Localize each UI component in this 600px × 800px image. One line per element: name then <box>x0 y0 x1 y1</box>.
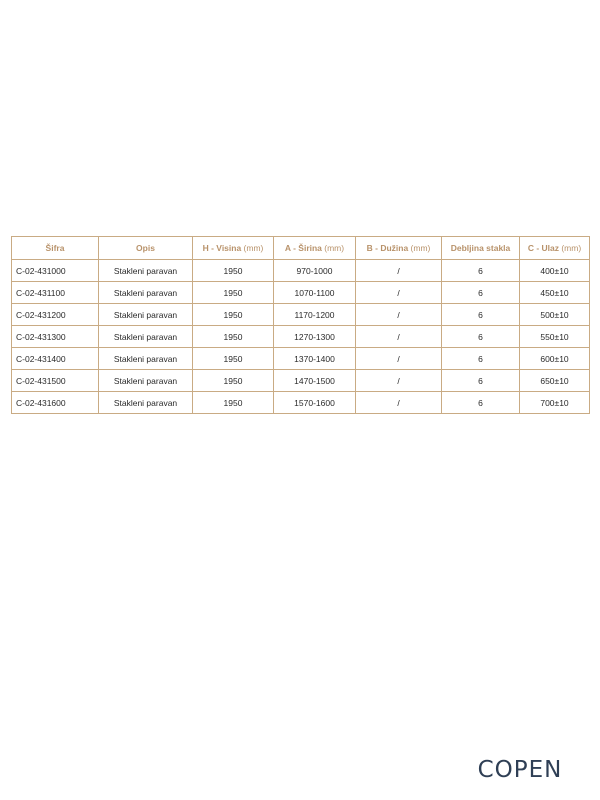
table-row <box>12 326 590 348</box>
cell-opis: Stakleni paravan <box>99 392 193 414</box>
cell-debljina: 6 <box>442 282 520 304</box>
table-row <box>12 370 590 392</box>
cell-ulaz: 700±10 <box>520 392 590 414</box>
cell-opis: Stakleni paravan <box>99 348 193 370</box>
cell-ulaz: 650±10 <box>520 370 590 392</box>
cell-sifra: C-02-431100 <box>12 282 99 304</box>
cell-duzina: / <box>356 348 442 370</box>
cell-visina: 1950 <box>193 260 274 282</box>
cell-sifra: C-02-431200 <box>12 304 99 326</box>
cell-opis: Stakleni paravan <box>99 282 193 304</box>
cell-ulaz: 400±10 <box>520 260 590 282</box>
table-row <box>12 282 590 304</box>
cell-debljina: 6 <box>442 304 520 326</box>
cell-visina: 1950 <box>193 282 274 304</box>
cell-ulaz: 500±10 <box>520 304 590 326</box>
cell-duzina: / <box>356 392 442 414</box>
cell-sirina: 1470-1500 <box>274 370 356 392</box>
cell-ulaz: 550±10 <box>520 326 590 348</box>
cell-debljina: 6 <box>442 348 520 370</box>
header-ulaz: C - Ulaz (mm) <box>520 237 590 260</box>
cell-debljina: 6 <box>442 392 520 414</box>
cell-debljina: 6 <box>442 326 520 348</box>
copen-logo: COPEN <box>477 757 563 783</box>
cell-sirina: 1270-1300 <box>274 326 356 348</box>
table-row <box>12 260 590 282</box>
header-debljina-stakla: Debljina stakla <box>442 237 520 260</box>
product-spec-table <box>11 236 590 414</box>
header-duzina: B - Dužina (mm) <box>356 237 442 260</box>
header-visina: H - Visina (mm) <box>193 237 274 260</box>
cell-opis: Stakleni paravan <box>99 326 193 348</box>
cell-duzina: / <box>356 282 442 304</box>
cell-sifra: C-02-431400 <box>12 348 99 370</box>
cell-sifra: C-02-431300 <box>12 326 99 348</box>
table-row <box>12 392 590 414</box>
cell-opis: Stakleni paravan <box>99 260 193 282</box>
table-row <box>12 348 590 370</box>
cell-sirina: 1170-1200 <box>274 304 356 326</box>
product-spec-table-wrapper <box>11 236 589 414</box>
cell-duzina: / <box>356 304 442 326</box>
cell-visina: 1950 <box>193 304 274 326</box>
cell-duzina: / <box>356 260 442 282</box>
cell-sirina: 970-1000 <box>274 260 356 282</box>
cell-visina: 1950 <box>193 348 274 370</box>
cell-duzina: / <box>356 326 442 348</box>
cell-sifra: C-02-431600 <box>12 392 99 414</box>
cell-sifra: C-02-431500 <box>12 370 99 392</box>
cell-duzina: / <box>356 370 442 392</box>
table-header-row <box>12 237 590 260</box>
cell-visina: 1950 <box>193 392 274 414</box>
table-row <box>12 304 590 326</box>
header-sirina: A - Širina (mm) <box>274 237 356 260</box>
cell-sifra: C-02-431000 <box>12 260 99 282</box>
cell-sirina: 1570-1600 <box>274 392 356 414</box>
cell-opis: Stakleni paravan <box>99 304 193 326</box>
cell-sirina: 1370-1400 <box>274 348 356 370</box>
header-opis: Opis <box>99 237 193 260</box>
cell-debljina: 6 <box>442 370 520 392</box>
cell-ulaz: 450±10 <box>520 282 590 304</box>
cell-opis: Stakleni paravan <box>99 370 193 392</box>
cell-visina: 1950 <box>193 326 274 348</box>
cell-ulaz: 600±10 <box>520 348 590 370</box>
cell-debljina: 6 <box>442 260 520 282</box>
cell-visina: 1950 <box>193 370 274 392</box>
cell-sirina: 1070-1100 <box>274 282 356 304</box>
header-sifra: Šifra <box>12 237 99 260</box>
